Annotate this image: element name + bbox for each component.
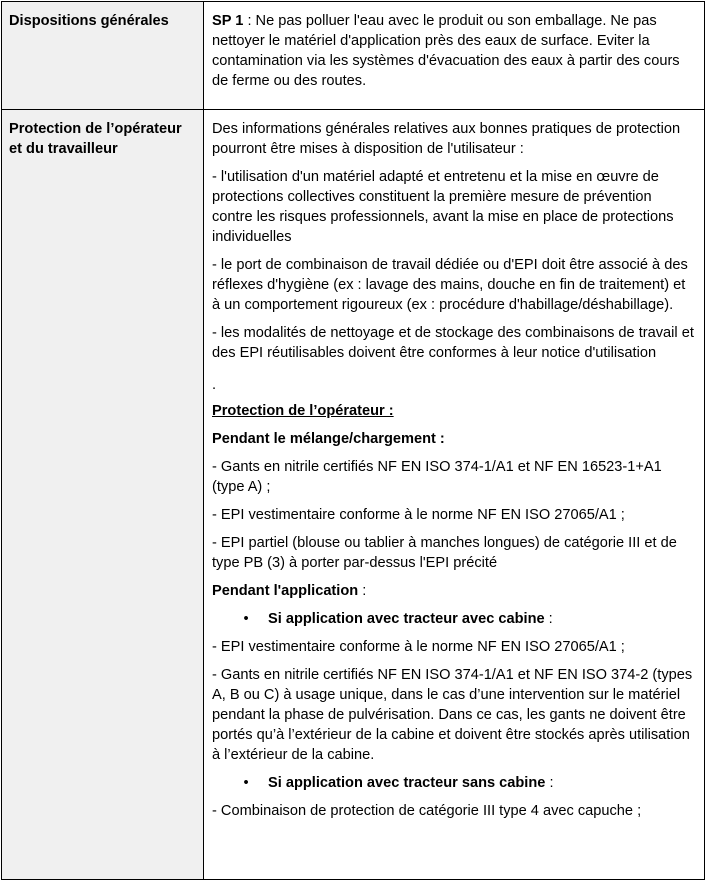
row-label-protection: Protection de l’opérateur et du travailleur (2, 110, 204, 880)
general-point: - l'utilisation d'un matériel adapté et entretenu et la mise en œuvre de protections collectives constituent la première mesure de prévention contre les risques professionnels, avant la mise en place de protections individuelles (212, 169, 674, 245)
general-point: - les modalités de nettoyage et de stockage des combinaisons de travail et des EPI réutilisables doivent être conformes à leur notice d'utilisation (212, 325, 694, 361)
operator-heading: Protection de l’opérateur : (212, 403, 394, 419)
nocabin-colon: : (545, 775, 554, 791)
general-point: - le port de combinaison de travail dédiée ou d'EPI doit être associé à des réflexes d'hygiène (ex : lavage des mains, douche en fin de traitement) et à un comportement rigoureux (ex : procédure d'habillage/déshabillage). (212, 257, 688, 313)
cabin-bullet (212, 609, 696, 629)
row-label-general: Dispositions générales (2, 2, 204, 110)
table-row-protection (2, 110, 705, 880)
sp-code: SP 1 (212, 13, 244, 29)
nocabin-bullet (212, 773, 696, 793)
mixing-heading: Pendant le mélange/chargement : (212, 431, 445, 447)
row-content-protection (204, 110, 705, 880)
mixing-point: - Gants en nitrile certifiés NF EN ISO 374-1/A1 et NF EN 16523-1+A1 (type A) ; (212, 459, 662, 495)
cabin-colon: : (544, 611, 553, 627)
nocabin-point: - Combinaison de protection de catégorie III type 4 avec capuche ; (212, 803, 642, 819)
regulation-table (1, 1, 705, 880)
sp-text: : Ne pas polluer l'eau avec le produit ou son emballage. Ne pas nettoyer le matériel d'application près des eaux de surface. Eviter la contamination via les systèmes d'évacuation des eaux à partir des cours de ferme ou des routes. (212, 13, 680, 89)
bullet-icon: • (243, 775, 249, 791)
intro-paragraph: Des informations générales relatives aux bonnes pratiques de protection pourront être mises à disposition de l'utilisateur : (212, 121, 681, 157)
table-row-general (2, 2, 705, 110)
mixing-point: - EPI vestimentaire conforme à le norme NF EN ISO 27065/A1 ; (212, 507, 625, 523)
cabin-point: - Gants en nitrile certifiés NF EN ISO 374-1/A1 et NF EN ISO 374-2 (types A, B ou C) à usage unique, dans le cas d’une intervention sur le matériel pendant la phase de pulvérisation. Dans ce cas, les gants ne doivent être portés qu’à l’extérieur de la cabine et doivent être stockés après utilisation à l’extérieur de la cabine. (212, 667, 693, 763)
sp1-paragraph (212, 11, 696, 91)
cabin-heading: Si application avec tracteur avec cabine (268, 611, 545, 627)
application-colon: : (358, 583, 367, 599)
bullet-icon: • (243, 611, 249, 627)
stray-dot: . (212, 377, 217, 393)
application-heading: Pendant l'application (212, 583, 359, 599)
mixing-point: - EPI partiel (blouse ou tablier à manches longues) de catégorie III et de type PB (3) à porter par-dessus l'EPI précité (212, 535, 677, 571)
row-content-general (204, 2, 705, 110)
nocabin-heading: Si application avec tracteur sans cabine (268, 775, 546, 791)
application-heading-line (212, 581, 696, 601)
cabin-point: - EPI vestimentaire conforme à le norme NF EN ISO 27065/A1 ; (212, 639, 625, 655)
